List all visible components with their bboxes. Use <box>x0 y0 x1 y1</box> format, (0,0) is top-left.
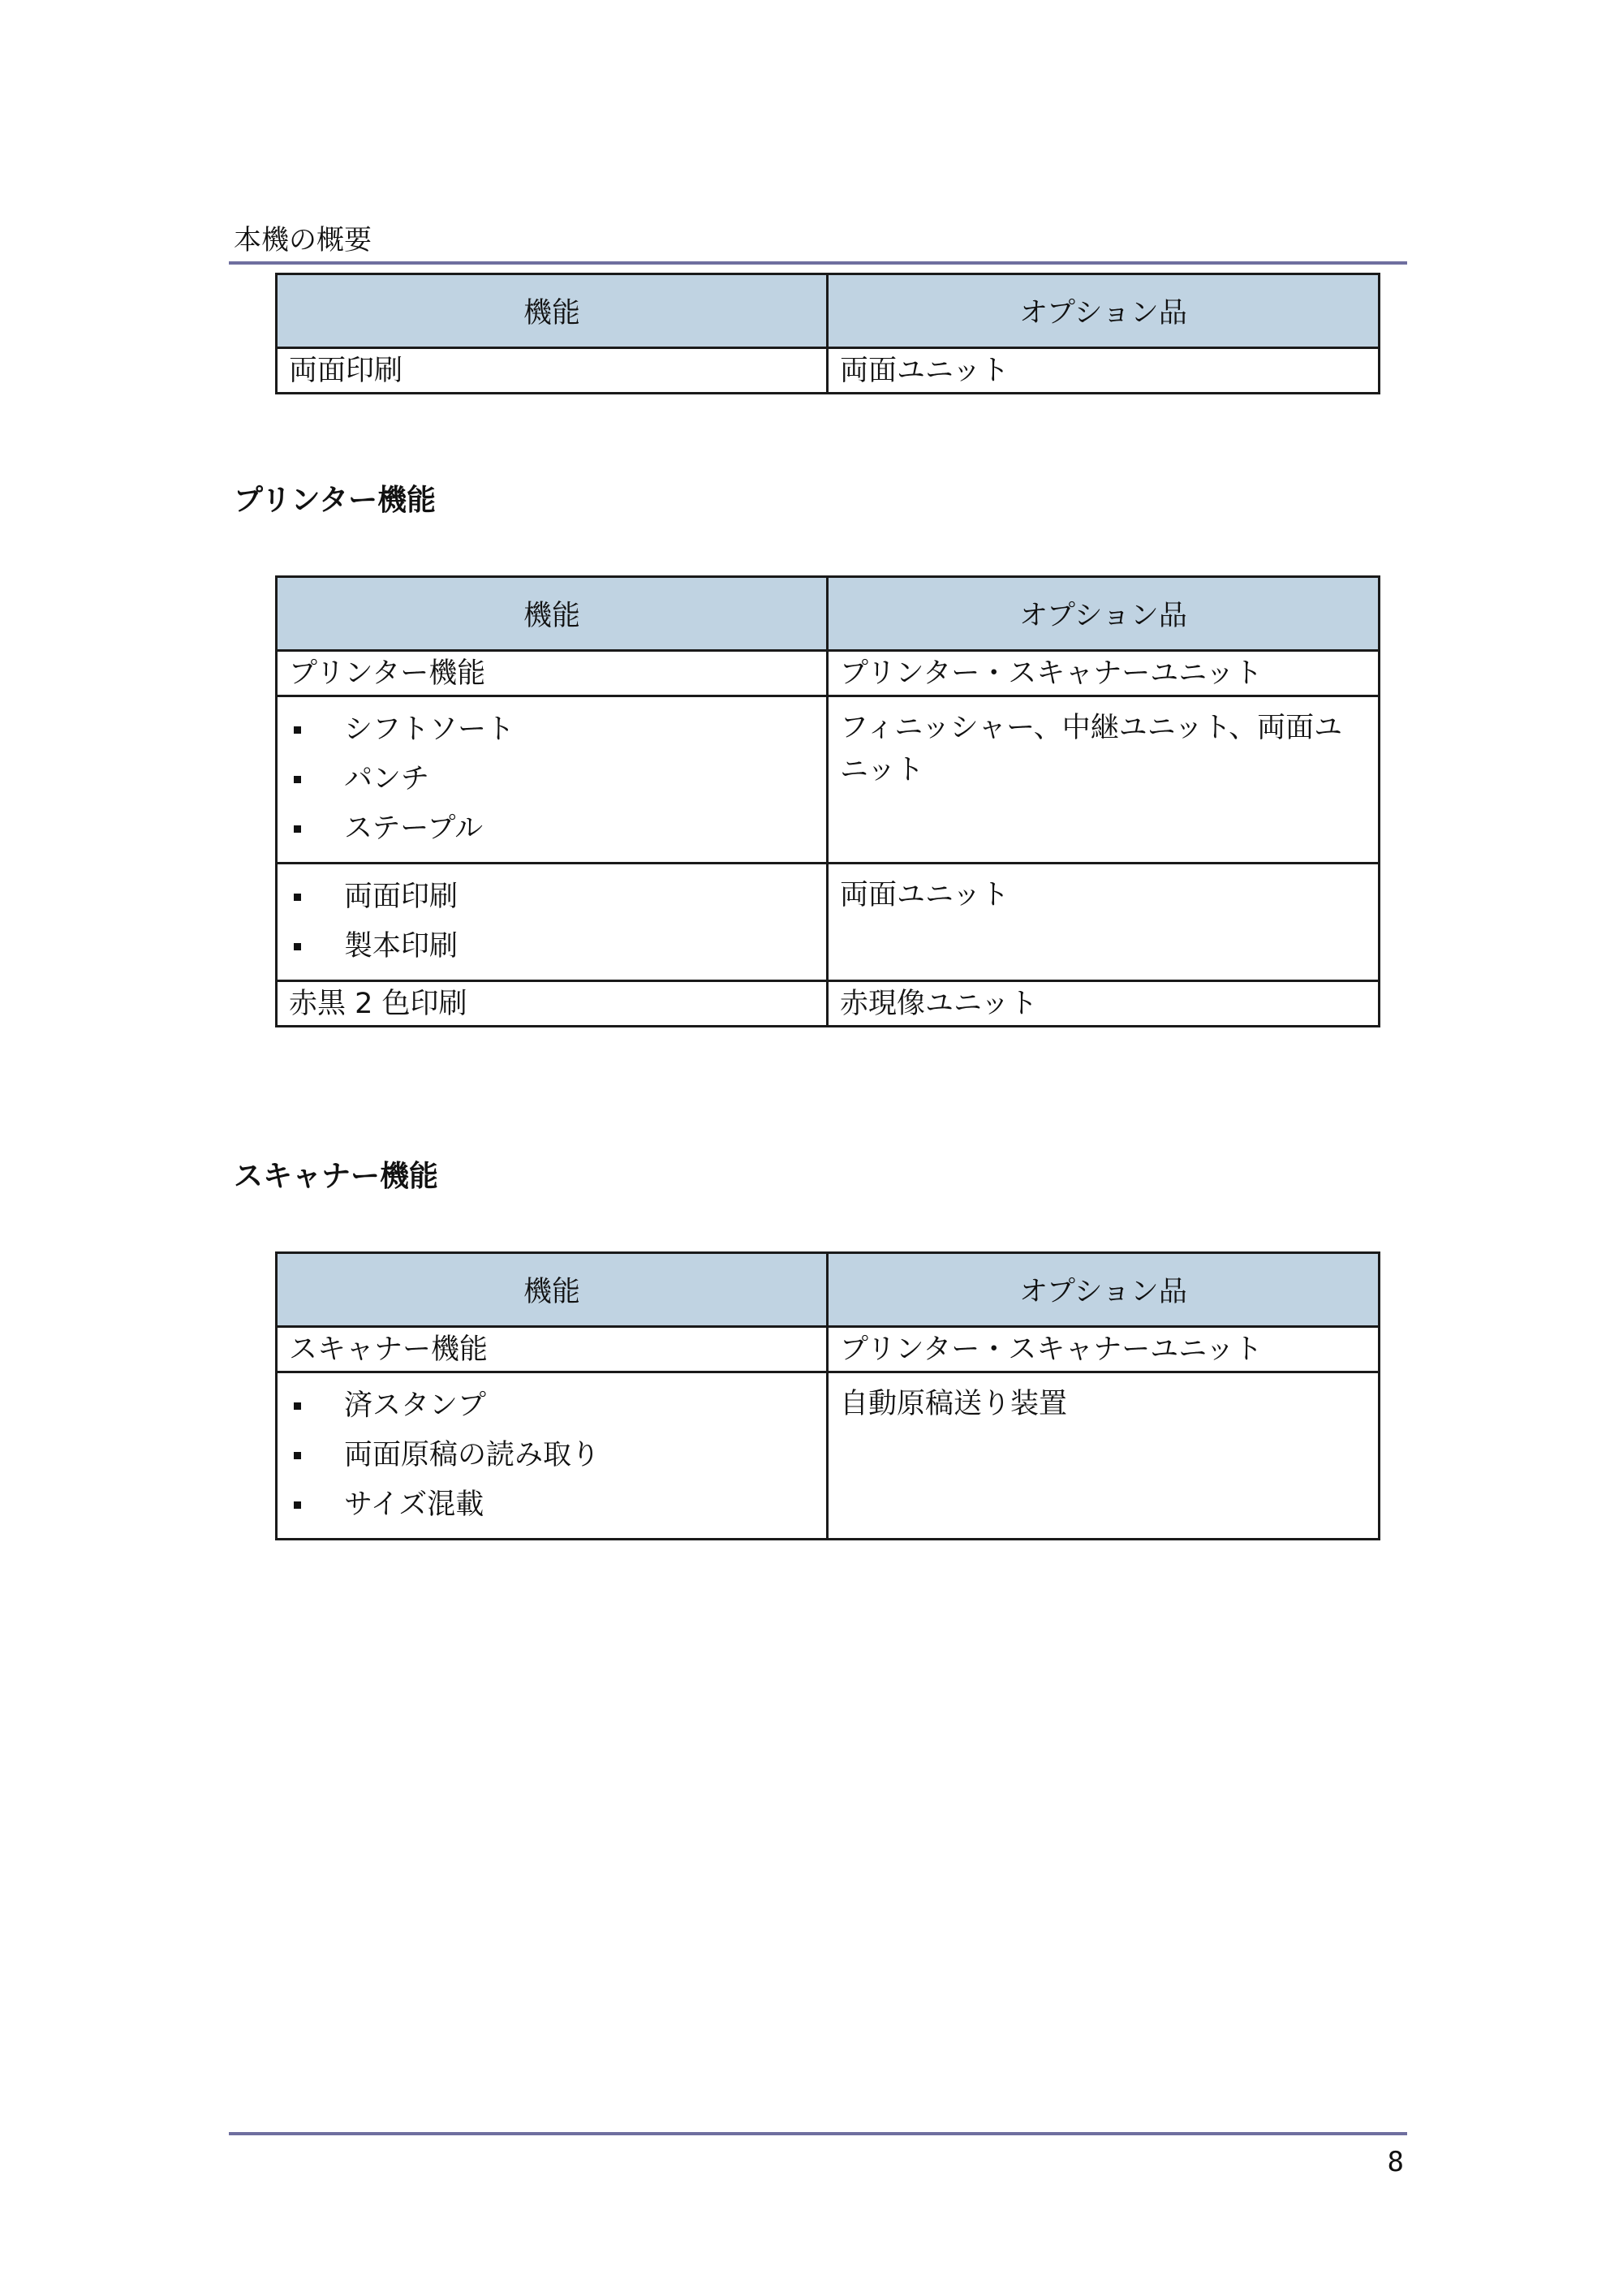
overview-table <box>275 273 1380 394</box>
scanner-options-table <box>275 1251 1380 1540</box>
function-cell: 赤黒 2 色印刷 <box>277 981 828 1027</box>
function-cell <box>277 1372 828 1540</box>
option-cell: 赤現像ユニット <box>828 981 1380 1027</box>
option-cell: プリンター・スキャナーユニット <box>828 651 1380 696</box>
list-item: シフトソート <box>289 705 815 755</box>
table-header-row <box>277 1253 1380 1327</box>
function-list <box>289 872 815 971</box>
column-header-function: 機能 <box>277 274 828 348</box>
section-heading-printer: プリンター機能 <box>234 484 437 517</box>
option-cell: フィニッシャー、中継ユニット、両面ユニット <box>828 696 1380 864</box>
section-heading-scanner: スキャナー機能 <box>234 1160 439 1193</box>
table-row <box>277 696 1380 864</box>
list-item: ステープル <box>289 804 815 854</box>
list-item: サイズ混載 <box>289 1480 815 1530</box>
function-list <box>289 705 815 854</box>
column-header-option: オプション品 <box>828 274 1380 348</box>
list-item: 済スタンプ <box>289 1381 815 1431</box>
list-item: 製本印刷 <box>289 922 815 971</box>
table-row <box>277 651 1380 696</box>
function-cell: スキャナー機能 <box>277 1327 828 1372</box>
list-item: 両面印刷 <box>289 872 815 922</box>
table-row <box>277 348 1380 394</box>
table-header-row <box>277 577 1380 651</box>
column-header-option: オプション品 <box>828 577 1380 651</box>
printer-options-table <box>275 575 1380 1027</box>
column-header-option: オプション品 <box>828 1253 1380 1327</box>
function-cell: プリンター機能 <box>277 651 828 696</box>
option-cell: 両面ユニット <box>828 348 1380 394</box>
page-header-title: 本機の概要 <box>234 224 372 256</box>
function-cell: 両面印刷 <box>277 348 828 394</box>
function-list <box>289 1381 815 1530</box>
option-cell: プリンター・スキャナーユニット <box>828 1327 1380 1372</box>
option-cell: 自動原稿送り装置 <box>828 1372 1380 1540</box>
header-rule <box>229 261 1407 265</box>
list-item: 両面原稿の読み取り <box>289 1431 815 1480</box>
table-row <box>277 864 1380 981</box>
page-number: 8 <box>1387 2146 1404 2178</box>
function-cell <box>277 696 828 864</box>
table-row <box>277 1372 1380 1540</box>
column-header-function: 機能 <box>277 1253 828 1327</box>
table-row <box>277 981 1380 1027</box>
column-header-function: 機能 <box>277 577 828 651</box>
list-item: パンチ <box>289 755 815 804</box>
table-header-row <box>277 274 1380 348</box>
footer-rule <box>229 2132 1407 2135</box>
table-row <box>277 1327 1380 1372</box>
function-cell <box>277 864 828 981</box>
option-cell: 両面ユニット <box>828 864 1380 981</box>
